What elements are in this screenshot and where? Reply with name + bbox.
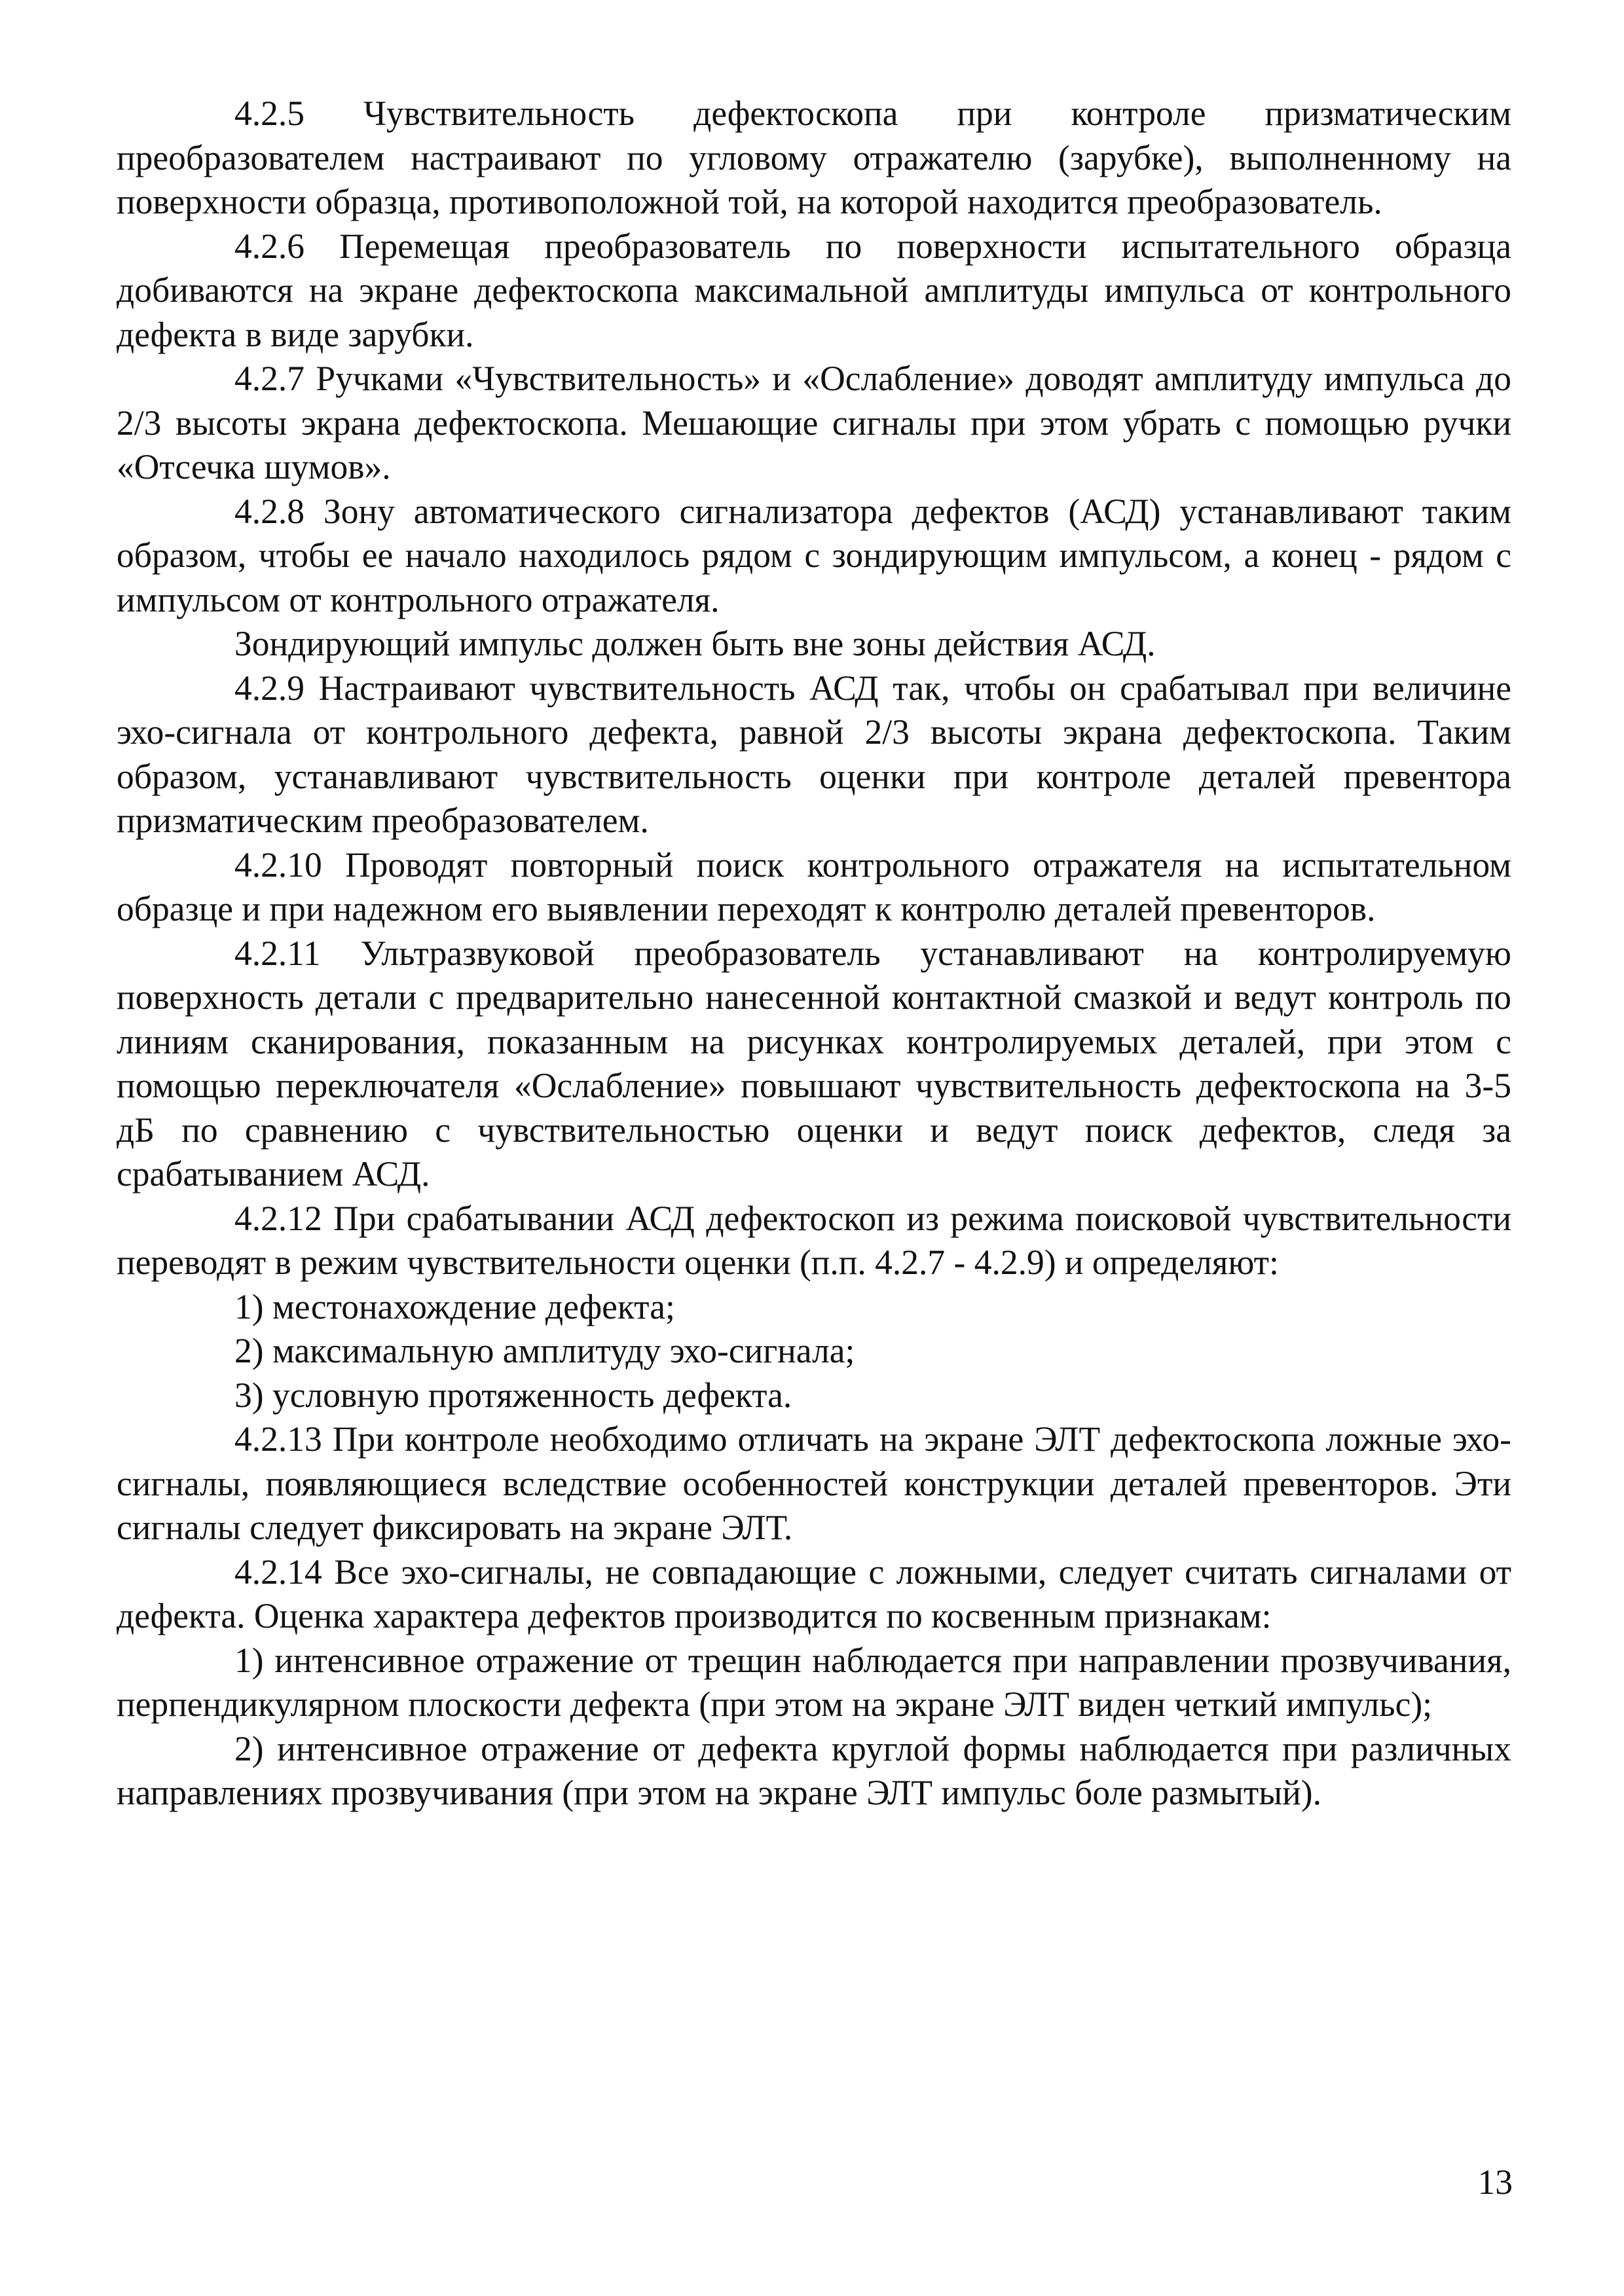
paragraph-4-2-14: 4.2.14 Все эхо-сигналы, не совпадающие с ложными, следует считать сигналами от дефекта. Оценка характера дефектов производится по косвенным признакам: xyxy=(117,1552,1511,1635)
list-item-crack-reflection: 1) интенсивное отражение от трещин наблюдается при направлении прозвучивания, перпендикулярном плоскости дефекта (при этом на экране ЭЛТ виден четкий импульс); xyxy=(117,1640,1511,1724)
page-number: 13 xyxy=(1477,2162,1513,2202)
list-item-conditional-length: 3) условную протяженность дефекта. xyxy=(234,1375,792,1415)
list-item-round-defect-reflection: 2) интенсивное отражение от дефекта круглой формы наблюдается при различных направлениях прозвучивания (при этом на экране ЭЛТ импульс боле размытый). xyxy=(117,1728,1511,1812)
paragraph-4-2-7: 4.2.7 Ручками «Чувствительность» и «Ослабление» доводят амплитуду импульса до 2/3 высоты экрана дефектоскопа. Мешающие сигналы при этом убрать с помощью ручки «Отсечка шумов». xyxy=(117,359,1511,486)
paragraph-4-2-5: 4.2.5 Чувствительность дефектоскопа при контроле призматическим преобразователем настраивают по угловому отражателю (зарубке), выполненному на поверхности образца, противоположной той, на которой находится преобразователь. xyxy=(117,94,1511,221)
paragraph-4-2-13: 4.2.13 При контроле необходимо отличать на экране ЭЛТ дефектоскопа ложные эхо-сигналы, появляющиеся вследствие особенностей конструкции деталей превенторов. Эти сигналы следует фиксировать на экране ЭЛТ. xyxy=(117,1419,1511,1547)
paragraph-probe-pulse-note: Зондирующий импульс должен быть вне зоны действия АСД. xyxy=(234,624,1156,663)
paragraph-4-2-9: 4.2.9 Настраивают чувствительность АСД так, чтобы он срабатывал при величине эхо-сигнала от контрольного дефекта, равной 2/3 высоты экрана дефектоскопа. Таким образом, устанавливают чувствительность оценки при контроле деталей превентора призматическим преобразователем. xyxy=(117,668,1511,840)
paragraph-4-2-10: 4.2.10 Проводят повторный поиск контрольного отражателя на испытательном образце и при надежном его выявлении переходят к контролю деталей превенторов. xyxy=(117,845,1511,928)
paragraph-4-2-8: 4.2.8 Зону автоматического сигнализатора дефектов (АСД) устанавливают таким образом, чтобы ее начало находилось рядом с зондирующим импульсом, а конец - рядом с импульсом от контрольного отражателя. xyxy=(117,491,1511,619)
paragraph-4-2-11: 4.2.11 Ультразвуковой преобразователь устанавливают на контролируемую поверхность детали с предварительно нанесенной контактной смазкой и ведут контроль по линиям сканирования, показанным на рисунках контролируемых деталей, при этом с помощью переключателя «Ослабление» повышают чувствительность дефектоскопа на 3-5 дБ по сравнению с чувствительностью оценки и ведут поиск дефектов, следя за срабатыванием АСД. xyxy=(117,933,1511,1194)
paragraph-4-2-6: 4.2.6 Перемещая преобразователь по поверхности испытательного образца добиваются на экране дефектоскопа максимальной амплитуды импульса от контрольного дефекта в виде зарубки. xyxy=(117,226,1511,354)
list-item-max-amplitude: 2) максимальную амплитуду эхо-сигнала; xyxy=(234,1331,855,1370)
paragraph-4-2-12: 4.2.12 При срабатывании АСД дефектоскоп из режима поисковой чувствительности переводят в режим чувствительности оценки (п.п. 4.2.7 - 4.2.9) и определяют: xyxy=(117,1198,1511,1282)
list-item-defect-location: 1) местонахождение дефекта; xyxy=(234,1286,675,1326)
document-body xyxy=(117,92,1511,1815)
